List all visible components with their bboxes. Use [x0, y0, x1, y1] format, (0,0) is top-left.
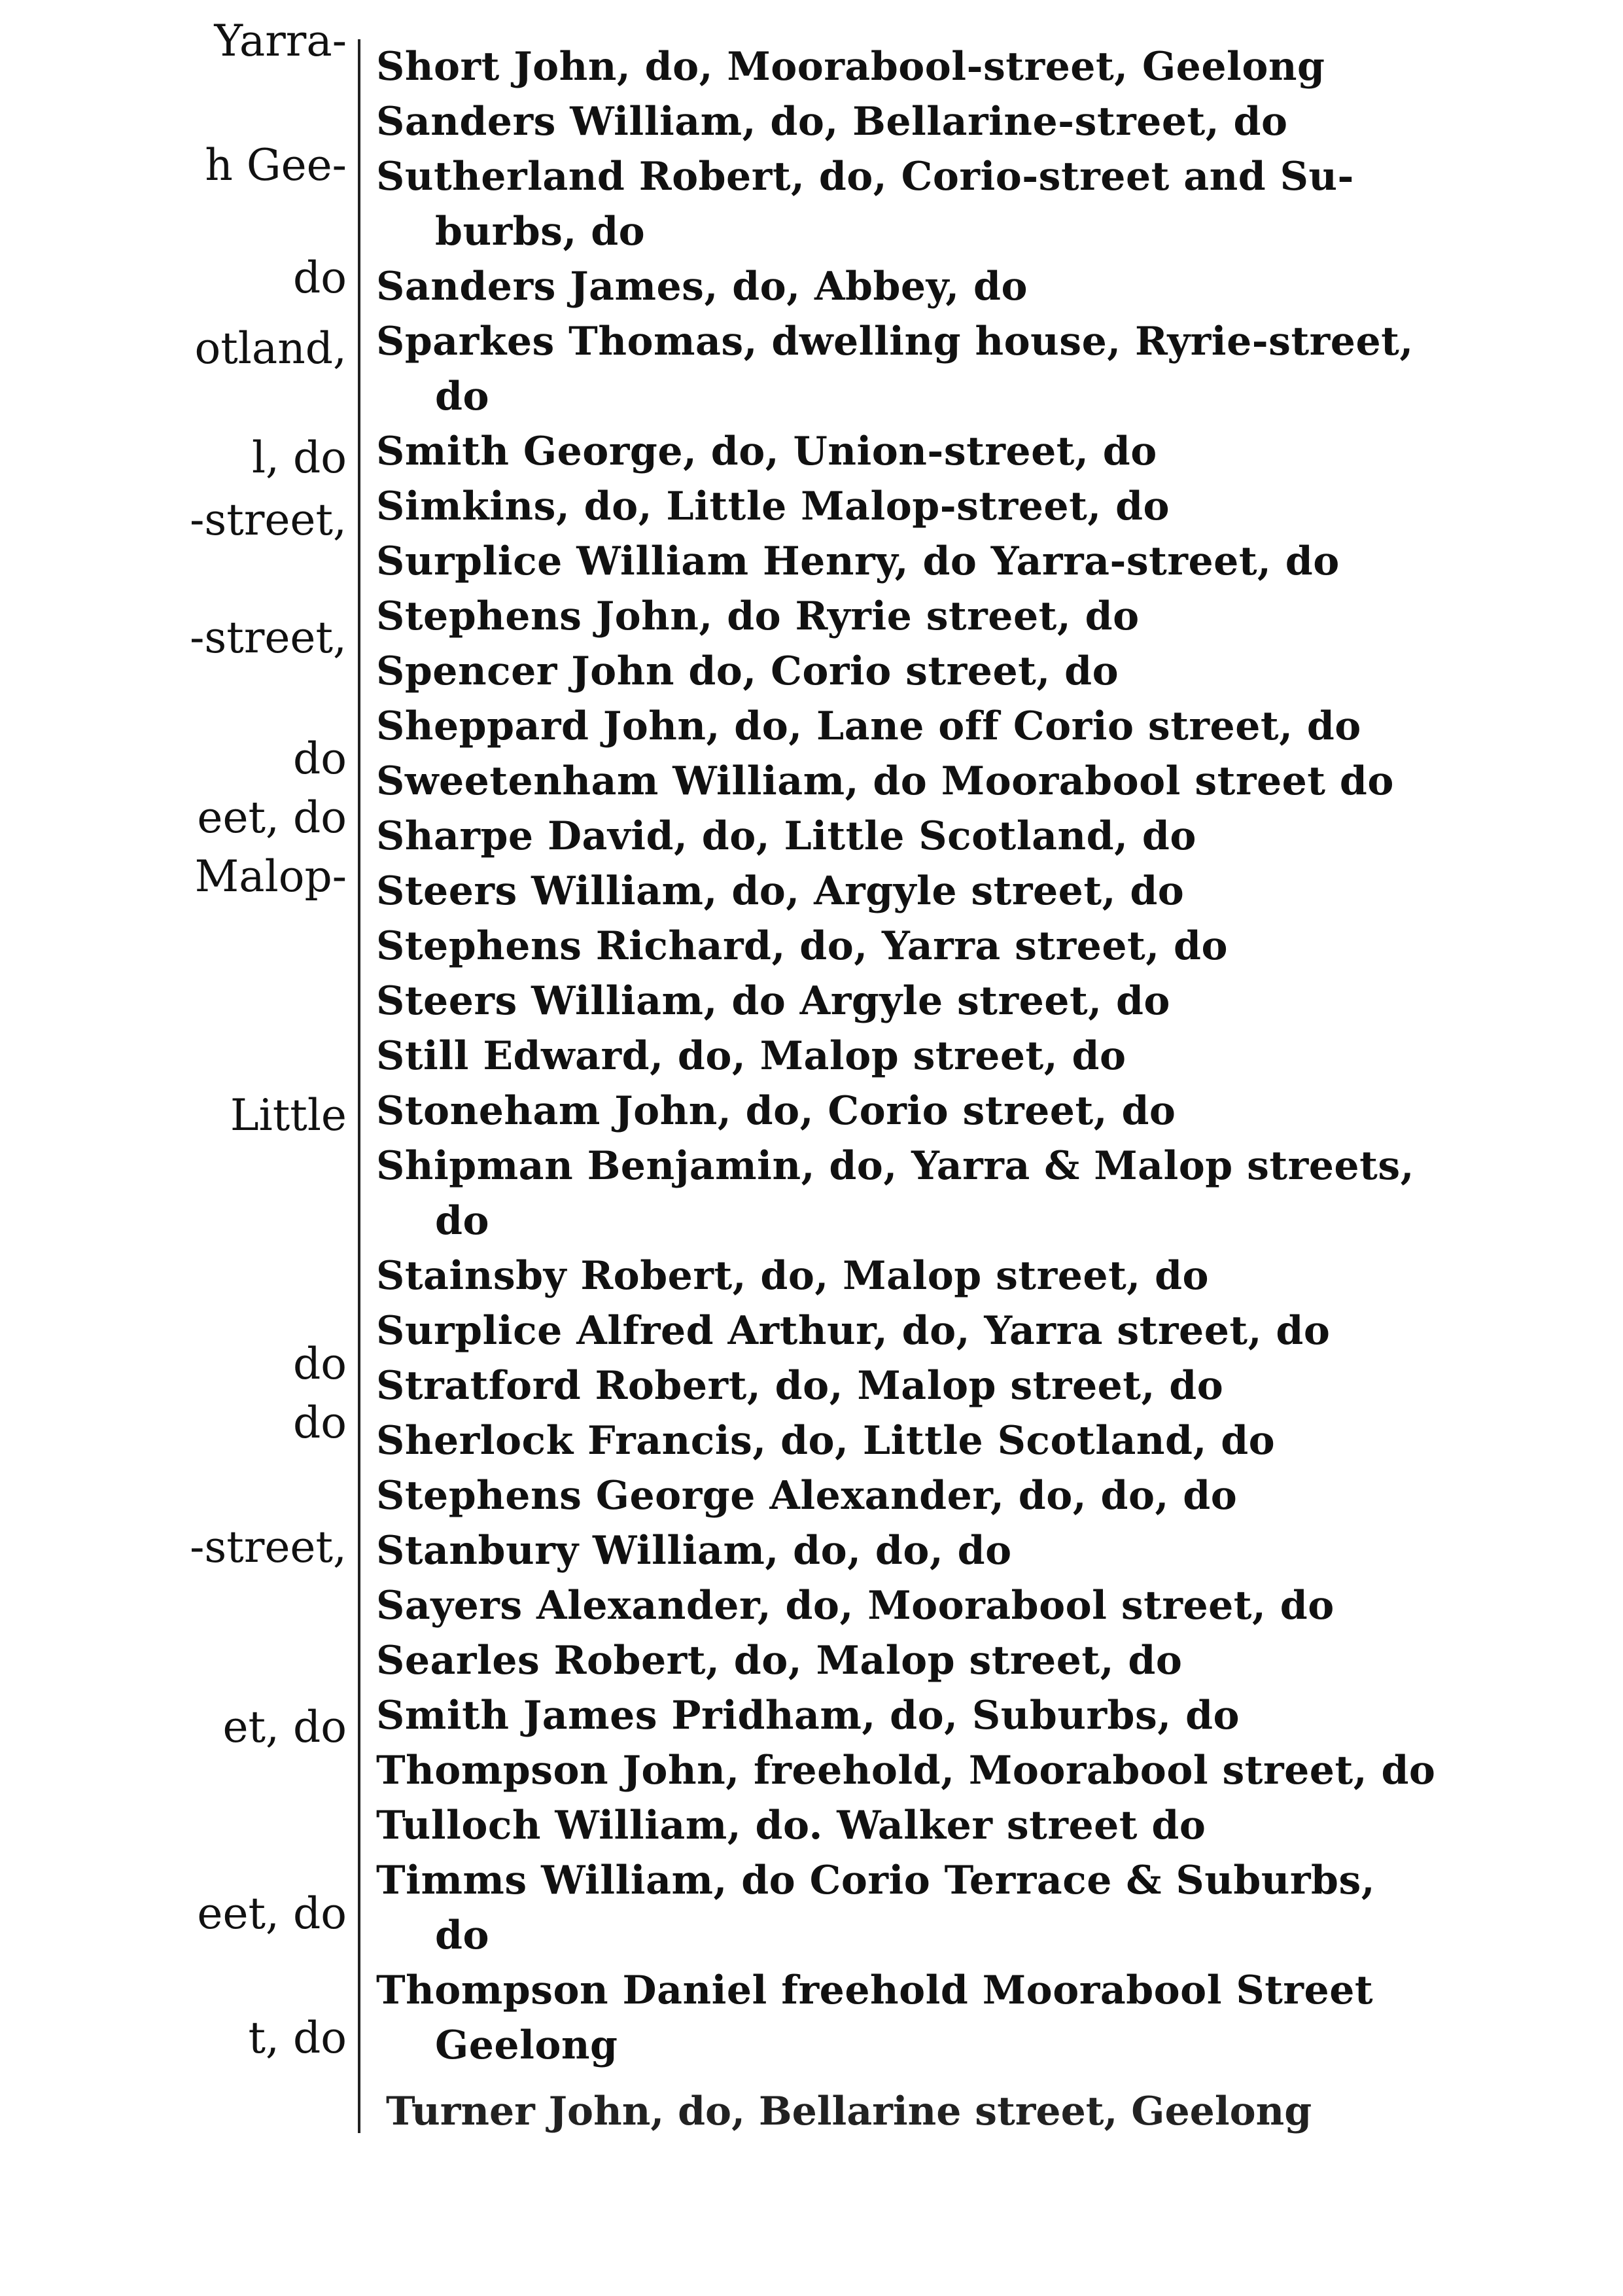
entry-text: Steers William, do, Argyle street, do [376, 868, 1185, 914]
left-fragment: eet, do [197, 792, 347, 843]
left-fragment: et, do [222, 1702, 347, 1752]
entry-text: Stoneham John, do, Corio street, do [376, 1088, 1176, 1134]
directory-entry [376, 534, 1436, 589]
directory-entry [376, 1413, 1436, 1468]
left-fragment: Malop- [194, 851, 347, 902]
left-fragment: h Gee- [205, 140, 347, 190]
column-rule [358, 39, 360, 2133]
left-fragment: do [293, 733, 347, 784]
entry-text: Searles Robert, do, Malop street, do [376, 1638, 1183, 1684]
left-fragment: do [293, 1398, 347, 1448]
entry-text: Spencer John do, Corio street, do [376, 648, 1119, 694]
entry-continuation: Geelong [435, 2022, 618, 2068]
entry-text: Tulloch William, do. Walker street do [376, 1803, 1206, 1848]
directory-entry [376, 479, 1436, 534]
entry-continuation: burbs, do [435, 209, 646, 255]
entry-text: Timms William, do Corio Terrace & Suburbs, [376, 1858, 1376, 1903]
directory-entry [376, 1523, 1436, 1578]
directory-entry [376, 1743, 1436, 1798]
entry-text: Sparkes Thomas, dwelling house, Ryrie-street, [376, 319, 1414, 364]
directory-entry [376, 1303, 1436, 1358]
directory-entry [376, 644, 1436, 699]
cut-off-line [386, 2089, 1312, 2134]
directory-entry [376, 1578, 1436, 1633]
left-column-fragments [150, 0, 347, 2159]
right-column-entries [376, 39, 1436, 2073]
entry-text: Stephens George Alexander, do, do, do [376, 1473, 1238, 1519]
directory-entry [376, 1468, 1436, 1523]
entry-text: Steers William, do Argyle street, do [376, 978, 1170, 1024]
entry-continuation: do [435, 1913, 489, 1958]
left-fragment: eet, do [197, 1888, 347, 1939]
entry-text: Sweetenham William, do Moorabool street do [376, 758, 1394, 804]
left-fragment: Yarra- [214, 16, 347, 66]
directory-entry [376, 1084, 1436, 1139]
cut-off-line-text: Turner John, do, Bellarine street, Geelong [386, 2089, 1312, 2134]
directory-entry [376, 974, 1436, 1029]
left-fragment: -street, [190, 612, 347, 663]
directory-entry [376, 1633, 1436, 1688]
entry-text: Shipman Benjamin, do, Yarra & Malop streets, [376, 1143, 1414, 1189]
directory-entry [376, 589, 1436, 644]
directory-entry [376, 1139, 1436, 1248]
directory-entry [376, 754, 1436, 809]
directory-entry [376, 1853, 1436, 1963]
entry-text: Surplice William Henry, do Yarra-street, do [376, 539, 1340, 584]
directory-entry [376, 1688, 1436, 1743]
entry-text: Short John, do, Moorabool-street, Geelong [376, 44, 1325, 90]
directory-entry [376, 1358, 1436, 1413]
directory-entry [376, 699, 1436, 754]
left-fragment: l, do [251, 433, 347, 483]
directory-entry [376, 1029, 1436, 1084]
left-fragment: -street, [190, 1522, 347, 1572]
entry-text: Sanders James, do, Abbey, do [376, 264, 1028, 309]
directory-entry [376, 314, 1436, 424]
left-fragment: t, do [248, 2013, 347, 2063]
entry-text: Thompson Daniel freehold Moorabool Street [376, 1968, 1374, 2013]
entry-text: Stephens John, do Ryrie street, do [376, 593, 1140, 639]
entry-text: Sharpe David, do, Little Scotland, do [376, 813, 1196, 859]
entry-text: Surplice Alfred Arthur, do, Yarra street, do [376, 1308, 1331, 1354]
left-fragment: Little [230, 1090, 347, 1140]
entry-text: Sutherland Robert, do, Corio-street and Su- [376, 154, 1354, 200]
directory-entry [376, 809, 1436, 864]
left-fragment: -street, [190, 495, 347, 545]
left-fragment: otland, [194, 323, 347, 374]
entry-continuation: do [435, 374, 489, 419]
entry-text: Thompson John, freehold, Moorabool street, do [376, 1748, 1436, 1793]
directory-entry [376, 919, 1436, 974]
entry-text: Smith George, do, Union-street, do [376, 429, 1157, 474]
directory-entry [376, 1963, 1436, 2073]
entry-text: Sanders William, do, Bellarine-street, do [376, 99, 1288, 145]
directory-entry [376, 94, 1436, 149]
entry-text: Smith James Pridham, do, Suburbs, do [376, 1693, 1240, 1739]
entry-text: Sayers Alexander, do, Moorabool street, do [376, 1583, 1335, 1629]
directory-entry [376, 424, 1436, 479]
directory-entry [376, 1248, 1436, 1303]
left-fragment: do [293, 253, 347, 303]
entry-text: Stanbury William, do, do, do [376, 1528, 1012, 1574]
entry-continuation: do [435, 1198, 489, 1244]
directory-entry [376, 1798, 1436, 1853]
entry-text: Still Edward, do, Malop street, do [376, 1033, 1126, 1079]
entry-text: Stainsby Robert, do, Malop street, do [376, 1253, 1210, 1299]
directory-entry [376, 259, 1436, 314]
directory-entry [376, 39, 1436, 94]
left-fragment: do [293, 1339, 347, 1389]
entry-text: Stephens Richard, do, Yarra street, do [376, 923, 1228, 969]
entry-text: Stratford Robert, do, Malop street, do [376, 1363, 1224, 1409]
entry-text: Simkins, do, Little Malop-street, do [376, 484, 1170, 529]
directory-entry [376, 864, 1436, 919]
directory-entry [376, 149, 1436, 259]
entry-text: Sheppard John, do, Lane off Corio street, do [376, 703, 1361, 749]
entry-text: Sherlock Francis, do, Little Scotland, do [376, 1418, 1276, 1464]
